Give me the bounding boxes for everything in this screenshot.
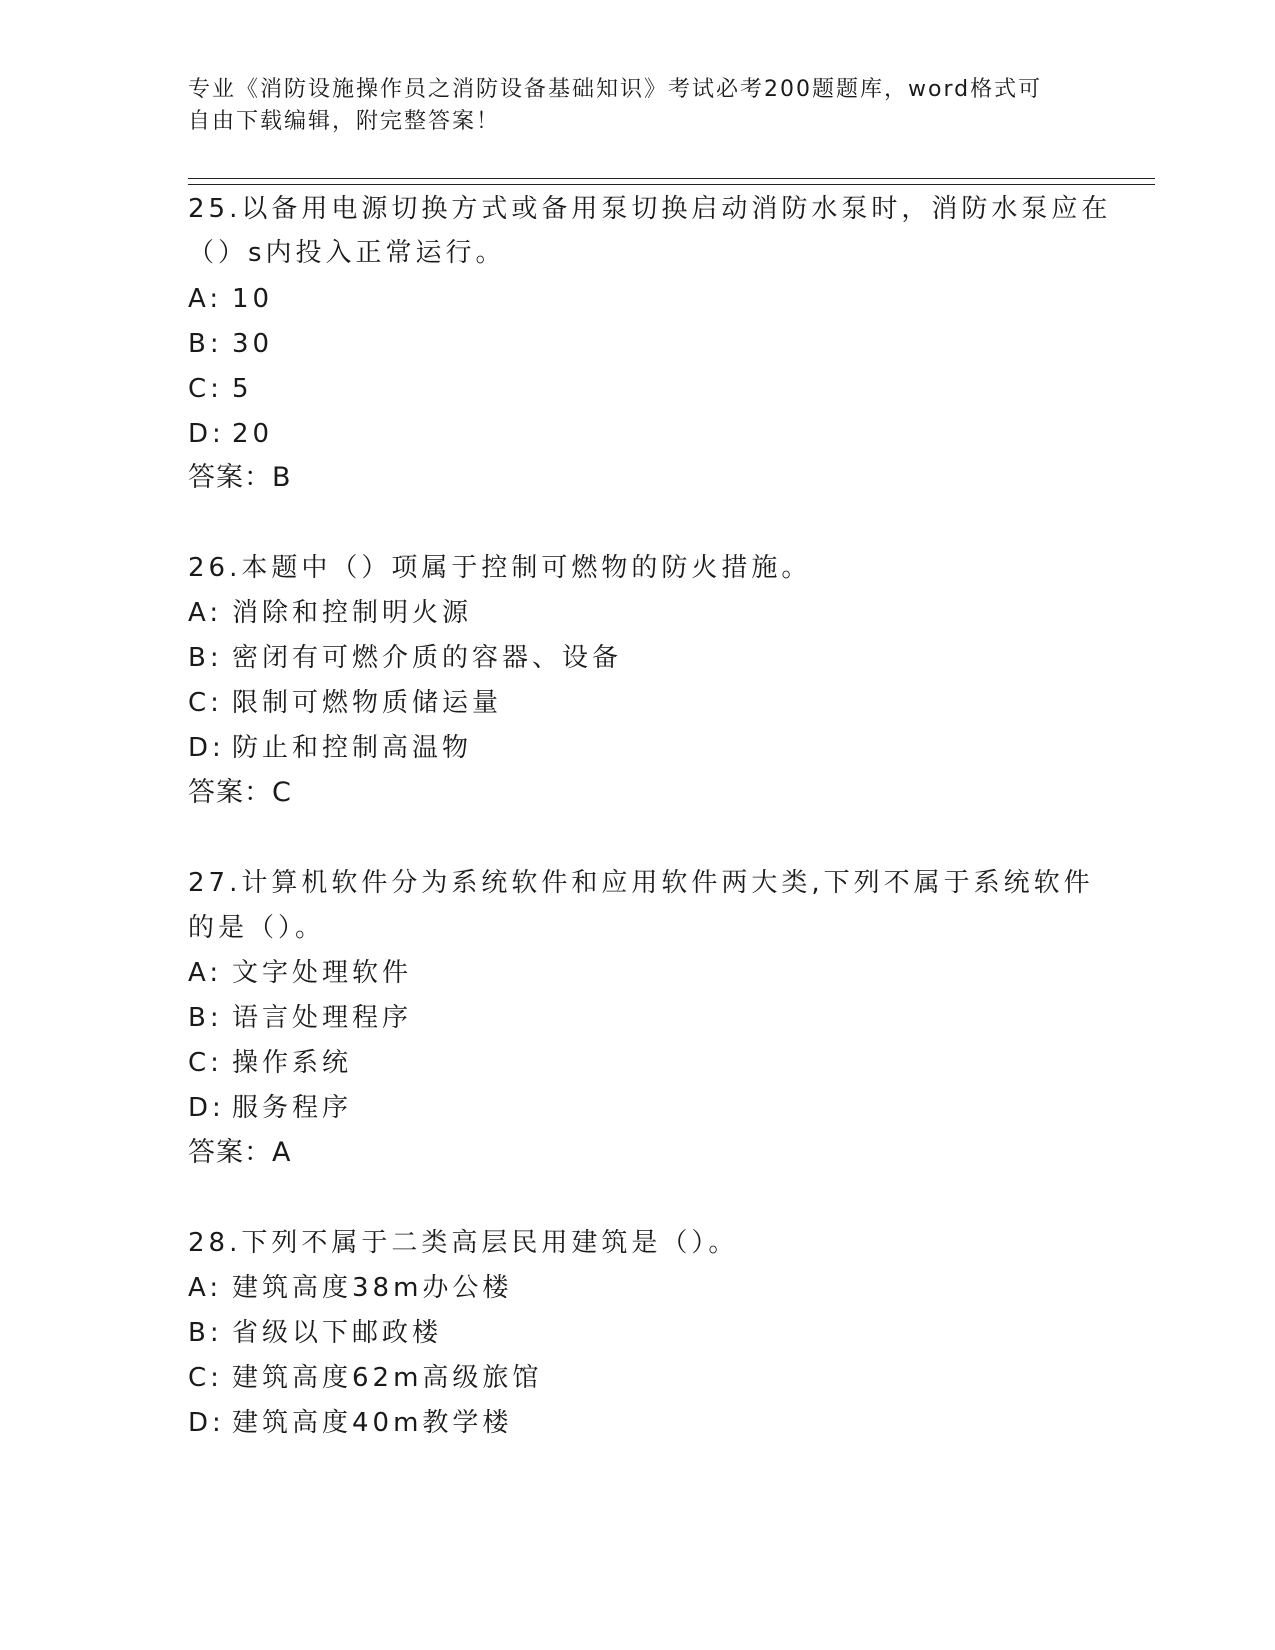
question-27-stem-line-1: 27.计算机软件分为系统软件和应用软件两大类,下列不属于系统软件 [188, 868, 1094, 898]
question-25-option-c [188, 373, 253, 405]
option-text: 10 [232, 284, 274, 314]
option-label: A: [188, 598, 223, 628]
option-text: 建筑高度62m高级旅馆 [232, 1363, 543, 1393]
option-text: 建筑高度38m办公楼 [232, 1273, 513, 1303]
question-27-option-b [188, 1002, 412, 1034]
question-26-option-c [188, 687, 502, 719]
question-25-option-d [188, 418, 273, 450]
question-25-option-b [188, 328, 273, 360]
question-25-stem-line-2: （）s内投入正常运行。 [188, 238, 506, 268]
option-label: A: [188, 284, 223, 314]
question-26-option-d [188, 732, 472, 764]
option-text: 服务程序 [232, 1093, 353, 1123]
option-text: 限制可燃物质储运量 [232, 688, 503, 718]
question-27-option-c [188, 1047, 352, 1079]
question-28-option-d [188, 1407, 512, 1439]
option-label: C: [188, 688, 223, 718]
header-divider-bottom [188, 184, 1155, 185]
document-header [188, 74, 1068, 138]
question-27-option-d [188, 1092, 352, 1124]
option-text: 5 [232, 374, 253, 404]
option-label: C: [188, 1363, 223, 1393]
option-text: 20 [232, 419, 274, 449]
option-label: B: [188, 643, 223, 673]
option-label: C: [188, 374, 223, 404]
option-label: B: [188, 1318, 223, 1348]
question-28-stem-line-1: 28.下列不属于二类高层民用建筑是（）。 [188, 1228, 739, 1258]
question-26-option-a [188, 597, 472, 629]
question-25-stem-line-1: 25.以备用电源切换方式或备用泵切换启动消防水泵时，消防水泵应在 [188, 194, 1112, 224]
option-text: 30 [232, 329, 274, 359]
question-26-option-b [188, 642, 622, 674]
question-28-option-c [188, 1362, 542, 1394]
option-text: 操作系统 [232, 1048, 353, 1078]
question-27-stem-line-2: 的是（）。 [188, 913, 326, 943]
option-text: 语言处理程序 [232, 1003, 413, 1033]
header-divider-top [188, 178, 1155, 179]
option-label: D: [188, 1093, 225, 1123]
option-label: C: [188, 1048, 223, 1078]
option-text: 消除和控制明火源 [232, 598, 473, 628]
question-28-option-a [188, 1272, 512, 1304]
option-label: B: [188, 329, 223, 359]
question-25-option-a [188, 283, 273, 315]
option-label: D: [188, 733, 225, 763]
question-28-option-b [188, 1317, 442, 1349]
option-text: 防止和控制高温物 [232, 733, 473, 763]
option-label: A: [188, 958, 223, 988]
option-label: D: [188, 1408, 225, 1438]
option-label: D: [188, 419, 225, 449]
option-text: 建筑高度40m教学楼 [232, 1408, 513, 1438]
question-25-answer: 答案：B [188, 462, 292, 493]
option-label: B: [188, 1003, 223, 1033]
question-26-answer: 答案：C [188, 777, 292, 808]
question-26-stem-line-1: 26.本题中（）项属于控制可燃物的防火措施。 [188, 553, 812, 583]
question-27-option-a [188, 957, 412, 989]
option-label: A: [188, 1273, 223, 1303]
option-text: 密闭有可燃介质的容器、设备 [232, 643, 623, 673]
header-line-1: 专业《消防设施操作员之消防设备基础知识》考试必考200题题库，word格式可 [188, 77, 1043, 102]
question-27-answer: 答案：A [188, 1137, 292, 1168]
option-text: 省级以下邮政楼 [232, 1318, 443, 1348]
header-line-2: 自由下载编辑，附完整答案！ [188, 109, 501, 134]
option-text: 文字处理软件 [232, 958, 413, 988]
